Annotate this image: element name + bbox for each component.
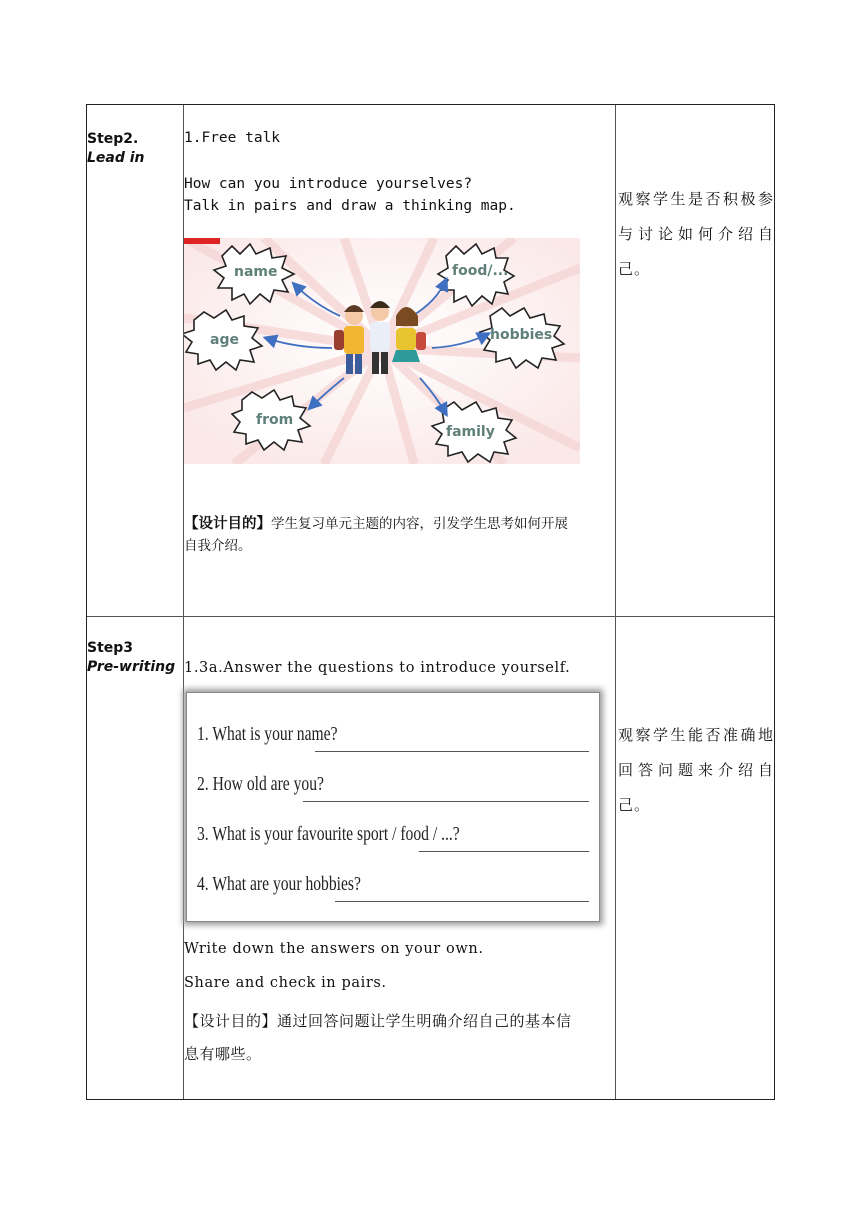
- row-divider: [87, 616, 774, 617]
- answer-line: [335, 901, 589, 902]
- map-label-food: food/...: [452, 263, 509, 279]
- questions-worksheet-image: [186, 692, 600, 922]
- task-title: 1.Free talk: [184, 130, 281, 146]
- assessment-note: 观察学生能否准确地回答问题来介绍自己。: [618, 726, 774, 814]
- design-purpose-text: 学生复习单元主题的内容，引发学生思考如何开展: [271, 516, 568, 532]
- design-purpose-label: 【设计目的】: [184, 516, 271, 532]
- step-phase: Lead in: [87, 150, 145, 166]
- instruction-line: Write down the answers on your own.: [184, 941, 484, 957]
- step-number: Step3: [87, 640, 134, 656]
- step-number: Step2.: [87, 131, 139, 147]
- design-purpose-label: 【设计目的】: [184, 1012, 278, 1030]
- thinking-map-image: [184, 238, 580, 464]
- worksheet-question: 3. What is your favourite sport / food / ...?: [197, 823, 460, 845]
- answer-line: [303, 801, 589, 802]
- step-phase: Pre-writing: [87, 659, 176, 675]
- prompt-line: Talk in pairs and draw a thinking map.: [184, 198, 516, 214]
- answer-line: [419, 851, 589, 852]
- worksheet-question: 2. How old are you?: [197, 773, 324, 795]
- map-label-from: from: [256, 412, 294, 428]
- design-purpose-text-cont: 自我介绍。: [184, 538, 252, 554]
- map-label-age: age: [210, 332, 239, 348]
- instruction-line: Share and check in pairs.: [184, 975, 387, 991]
- step-cell: [87, 639, 175, 677]
- column-divider: [615, 105, 616, 1099]
- design-purpose: [184, 512, 568, 533]
- worksheet-question: 1. What is your name?: [197, 723, 338, 745]
- prompt-line: How can you introduce yourselves?: [184, 176, 473, 192]
- map-label-name: name: [234, 264, 278, 280]
- design-purpose-text: 通过回答问题让学生明确介绍自己的基本信: [277, 1012, 572, 1030]
- design-purpose: [184, 1010, 572, 1031]
- map-label-hobbies: hobbies: [490, 327, 553, 343]
- step-cell: [87, 130, 145, 168]
- task-title: 1.3a.Answer the questions to introduce yourself.: [184, 660, 571, 676]
- design-purpose-text-cont: 息有哪些。: [184, 1045, 262, 1063]
- map-label-family: family: [446, 424, 495, 440]
- worksheet-question: 4. What are your hobbies?: [197, 873, 361, 895]
- answer-line: [315, 751, 589, 752]
- assessment-note: 观察学生是否积极参与讨论如何介绍自己。: [618, 190, 774, 278]
